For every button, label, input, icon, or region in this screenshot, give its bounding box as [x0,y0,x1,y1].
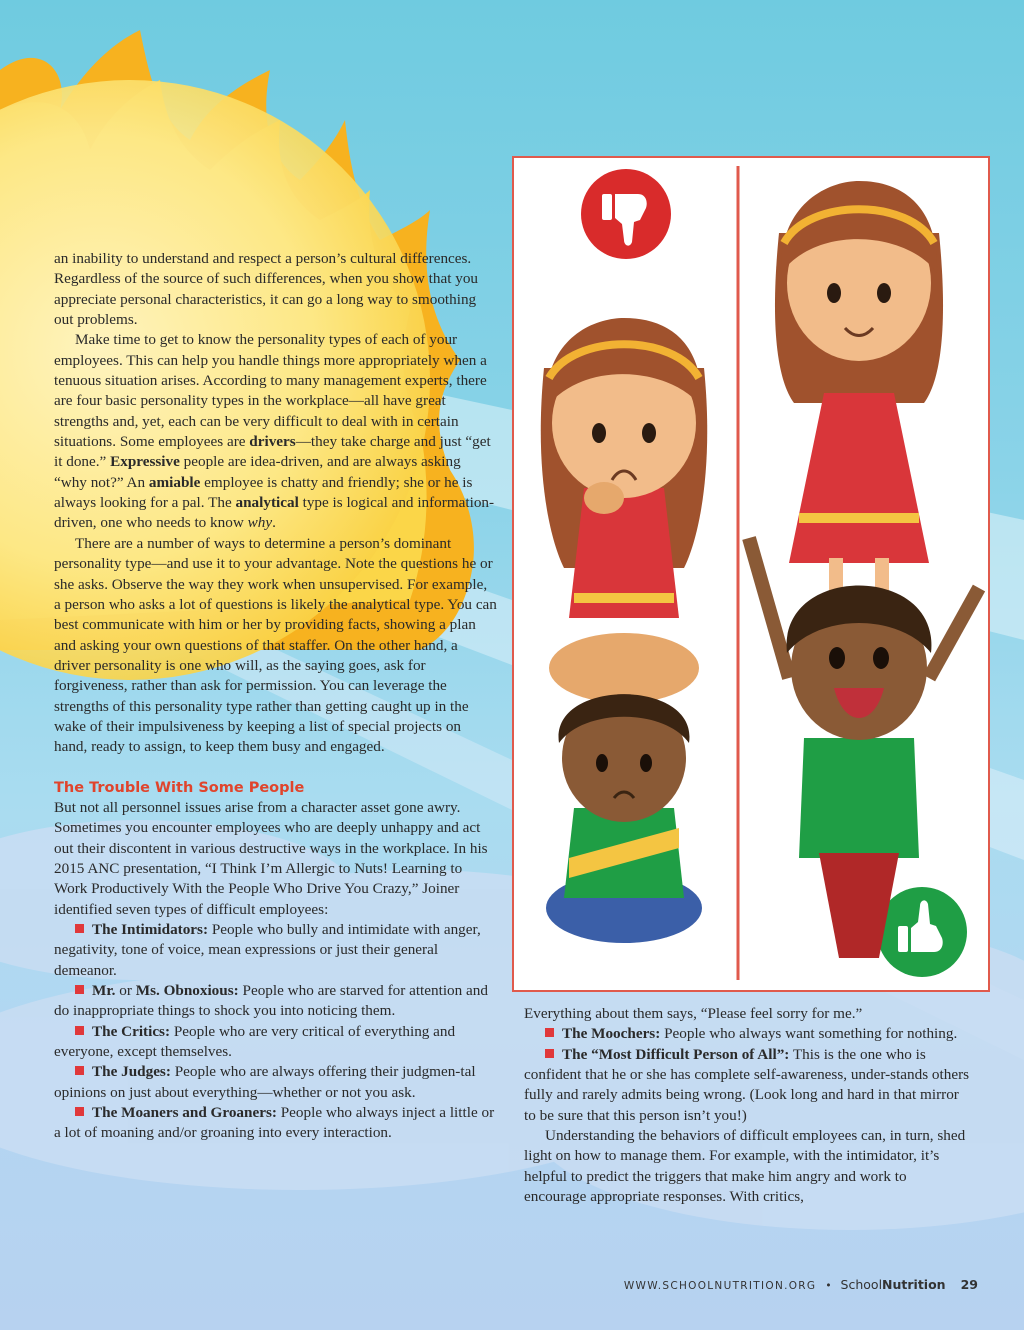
page-footer [624,1277,978,1292]
section-heading: The Trouble With Some People [54,779,305,796]
bullet-square-icon [545,1028,554,1037]
happy-girl-illustration [775,181,943,608]
website-url: WWW.SCHOOLNUTRITION.ORG [623,1280,817,1292]
bullet-item: The Critics: People who are very critical of everything and everyone, except themselves. [54,1022,456,1061]
paragraph: an inability to understand and respect a person’s cultural differences. Regardless of the source of such differences, when you show that you appreciate personal characteristics, it can go a long way to smoothing out problems. [54,250,479,329]
bullet-item: The Moochers: People who always want something for nothing. [524,1024,972,1044]
paragraph: Understanding the behaviors of difficult employees can, in turn, shed light on how to manage them. For example, with the intimidator, it’s helpful to predict the triggers that make him angry and work to encourage appropriate responses. With critics, [524,1127,966,1206]
illustration [514,158,988,990]
thumbs-down-icon [581,169,671,259]
illustration-panel [512,156,990,992]
bullet-square-icon [75,924,84,933]
left-column [54,249,497,1144]
paragraph: Everything about them says, “Please feel sorry for me.” [524,1005,863,1022]
bullet-square-icon [75,1107,84,1116]
bullet-square-icon [75,1066,84,1075]
magazine-name: SchoolNutrition [840,1277,946,1292]
page-number: 29 [960,1277,978,1292]
thumbs-up-icon [877,887,967,977]
bullet-square-icon [75,985,84,994]
bullet-square-icon [75,1026,84,1035]
sad-girl-illustration [541,318,707,703]
bullet-item: Mr. or Ms. Obnoxious: People who are starved for attention and do inappropriate things to shock you into noticing them. [54,982,488,1020]
bullet-item: The Judges: People who are always offering their judgmen-tal opinions on just about everything—whether or not you ask. [54,1063,476,1101]
separator: • [825,1280,832,1292]
right-column [524,1004,972,1207]
paragraph-personality-types: Make time to get to know the personality types of each of your employees. This can help you handle things more appropriately when a tenuous situation arises. According to many management experts, there are four basic personality types in the workplace—all have great strengths and, yet, each can be very difficult to deal with in certain situations. Some employees are drivers—they take charge and just “get it done.” Expressive people are idea-driven, and are always asking “why not?” An amiable employee is chatty and friendly; she or he is always looking for a pal. The analytical type is logical and information-driven, one who needs to know why. [54,331,495,532]
bullet-item: The Intimidators: People who bully and intimidate with anger, negativity, tone of voice, mean expressions or just their general demeanor. [54,921,481,979]
bullet-item: The “Most Difficult Person of All”: This is the one who is confident that he or she has complete self-awareness, under-stands others fully and rarely admits being wrong. (Look long and hard in that mirror to be sure that this person isn’t you!) [524,1045,970,1124]
sad-boy-illustration [546,694,702,943]
paragraph: There are a number of ways to determine a person’s dominant personality type—and use it to your advantage. Note the questions he or she asks. Observe the way they work when unsupervised. For example, a person who asks a lot of questions is likely the analytical type. You can best communicate with him or her by providing facts, showing a plan and asking your own questions of that staffer. On the other hand, a driver personality is one who will, as the saying goes, ask for forgiveness, rather than ask for permission. You can leverage the strengths of this personality type rather than getting caught up in the wake of their impulsiveness by keeping a list of special projects on hand, ready to assign, to keep them busy and engaged. [54,534,497,756]
bullet-square-icon [545,1049,554,1058]
paragraph: But not all personnel issues arise from a character asset gone awry. Sometimes you encounter employees who are deeply unhappy and act out their discontent in various destructive ways in the workplace. In his 2015 ANC presentation, “I Think I’m Allergic to Nuts! Learning to Work Productively With the People Who Drive You Crazy,” Joiner identified seven types of difficult employees: [54,798,488,918]
bullet-item: The Moaners and Groaners: People who always inject a little or a lot of moaning and/or groaning into every interaction. [54,1104,495,1142]
